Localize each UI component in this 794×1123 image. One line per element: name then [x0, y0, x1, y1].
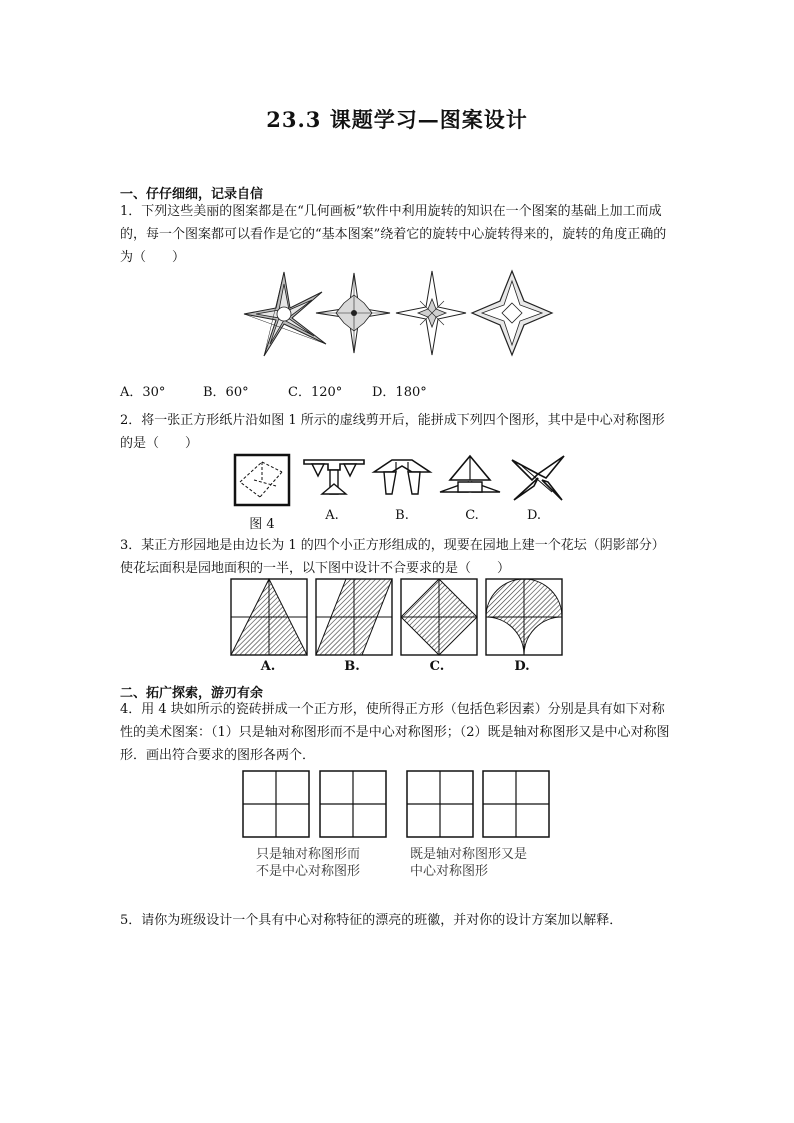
question-1-text: 1．下列这些美丽的图案都是在“几何画板”软件中利用旋转的知识在一个图案的基础上加工而成的，每一个图案都可以看作是它的“基本图案”绕着它的旋转中心旋转得来的，旋转的角度正确的为（ ） — [120, 204, 667, 265]
page-title: 23.3 课题学习—图案设计 — [266, 107, 528, 132]
q1-option-a: A．30° — [120, 385, 166, 400]
q2-label-b: B. — [395, 508, 409, 523]
q2-label-a: A. — [325, 508, 339, 523]
caption-right-line-1: 既是轴对称图形又是 — [410, 847, 528, 862]
shape-option-a — [304, 460, 364, 494]
star-figure-3 — [396, 271, 466, 355]
blank-grid-2 — [320, 771, 386, 837]
caption-right-line-2: 中心对称图形 — [410, 864, 489, 879]
q4-caption-left — [256, 846, 360, 880]
star-figure-1 — [244, 272, 326, 356]
q1-option-b: B．60° — [203, 385, 249, 400]
shape-option-b — [374, 460, 430, 494]
garden-option-c — [401, 579, 477, 655]
question-4-text: 4．用 4 块如所示的瓷砖拼成一个正方形，使所得正方形（包括色彩因素）分别是具有如下对称性的美术图案：（1）只是轴对称图形而不是中心对称图形；（2）既是轴对称图形又是中心对称图形．画出符合要求的图形各两个． — [120, 702, 670, 763]
garden-option-b — [316, 579, 392, 655]
question-2-text: 2．将一张正方形纸片沿如图 1 所示的虚线剪开后，能拼成下列四个图形，其中是中心对称图形的是（ ） — [120, 413, 665, 451]
q3-label-b: B. — [344, 659, 360, 674]
blank-grid-4 — [483, 771, 549, 837]
q2-figure-label: 图 4 — [249, 517, 275, 532]
shape-option-d — [512, 456, 564, 500]
question-5-text: 5．请你为班级设计一个具有中心对称特征的漂亮的班徽，并对你的设计方案加以解释． — [120, 913, 623, 928]
garden-option-d — [486, 579, 562, 655]
q1-option-d: D．180° — [372, 385, 427, 400]
q3-label-a: A. — [260, 659, 276, 674]
blank-grid-3 — [407, 771, 473, 837]
q2-label-d: D. — [526, 508, 542, 523]
star-figure-2 — [316, 273, 390, 353]
caption-left-line-1: 只是轴对称图形而 — [256, 847, 361, 862]
garden-option-a — [231, 579, 307, 655]
cut-square-figure — [235, 455, 289, 505]
q1-option-c: C．120° — [288, 385, 343, 400]
section-heading-2: 二、拓广探索，游刃有余 — [120, 686, 264, 701]
q3-figures — [230, 578, 564, 658]
q1-star-patterns — [244, 270, 554, 356]
q3-label-c: C. — [429, 659, 445, 674]
blank-grid-1 — [243, 771, 309, 837]
star-figure-4 — [472, 271, 552, 355]
section-heading-1: 一、仔仔细细，记录自信 — [120, 187, 264, 202]
q2-label-c: C. — [465, 508, 479, 523]
q3-label-d: D. — [514, 659, 530, 674]
shape-option-c — [440, 456, 500, 492]
q4-grids — [242, 770, 554, 840]
q2-figures — [232, 452, 572, 512]
q4-caption-right — [410, 846, 527, 880]
question-3-text: 3．某正方形园地是由边长为 1 的四个小正方形组成的，现要在园地上建一个花坛（阴影部分）使花坛面积是园地面积的一半，以下图中设计不合要求的是（ ） — [120, 538, 665, 576]
caption-left-line-2: 不是中心对称图形 — [256, 864, 361, 879]
